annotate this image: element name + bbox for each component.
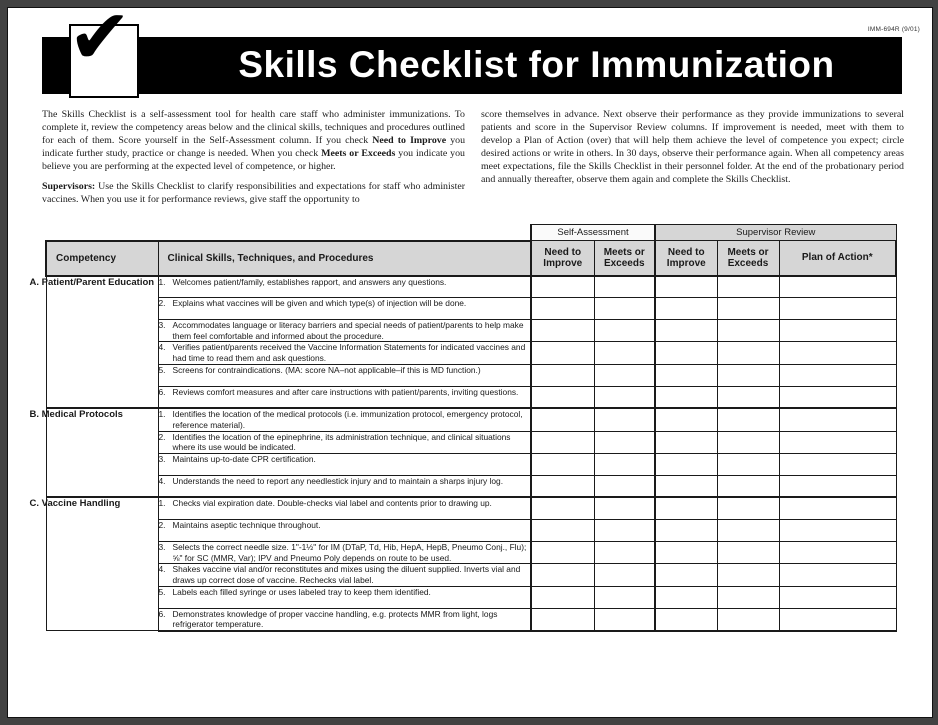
sup-meets-cell[interactable] — [717, 519, 779, 541]
self-need-cell[interactable] — [531, 475, 594, 497]
sup-meets-cell[interactable] — [717, 298, 779, 320]
sup-meets-cell[interactable] — [717, 408, 779, 431]
skill-cell: 4. Verifies patient/parents received the Vaccine Information Statements for indicated vaccines and had time to read them and ask questions. — [158, 342, 531, 364]
self-meets-cell[interactable] — [594, 608, 655, 631]
sup-meets-cell[interactable] — [717, 497, 779, 519]
meets-or-exceeds-emphasis: Meets or Exceeds — [321, 147, 396, 159]
self-need-cell[interactable] — [531, 431, 594, 453]
sup-need-cell[interactable] — [655, 541, 717, 563]
table-row — [46, 586, 896, 608]
sup-need-cell[interactable] — [655, 298, 717, 320]
competency-name: Vaccine Handling — [41, 498, 121, 510]
table-row — [46, 342, 896, 364]
sup-need-cell[interactable] — [655, 608, 717, 631]
table-row — [46, 320, 896, 342]
table-row — [46, 386, 896, 408]
intro-paragraph-1 — [42, 109, 465, 174]
self-need-cell[interactable] — [531, 408, 594, 431]
sup-meets-cell[interactable] — [717, 320, 779, 342]
self-meets-cell[interactable] — [594, 298, 655, 320]
competency-letter: A. — [29, 276, 39, 288]
skill-cell: 3. Selects the correct needle size. 1"-1½" for IM (DTaP, Td, Hib, HepA, HepB, Pneumo Conj., Flu); ⅝" for SC (MMR, Var); IPV and Pneumo Poly depends on route to be used. — [158, 541, 531, 563]
competency-label-a — [29, 276, 158, 409]
skill-cell: 2. Maintains aseptic technique throughout. — [158, 519, 531, 541]
skill-cell: 2. Identifies the location of the epinephrine, its administration technique, and clinical situations where its use would be indicated. — [158, 431, 531, 453]
skill-cell: 5. Labels each filled syringe or uses labeled tray to keep them identified. — [158, 586, 531, 608]
form-number: IMM-694R (9/01) — [867, 26, 920, 33]
self-need-cell[interactable] — [531, 320, 594, 342]
self-need-cell[interactable] — [531, 298, 594, 320]
self-meets-cell[interactable] — [594, 564, 655, 586]
plan-of-action-cell[interactable] — [779, 364, 896, 386]
table-row — [46, 298, 896, 320]
intro-p1-text: you indicate you believe you are performing at the expected level of competence, or higher. — [42, 147, 465, 172]
self-need-cell[interactable] — [531, 364, 594, 386]
plan-of-action-cell[interactable] — [779, 320, 896, 342]
need-to-improve-emphasis: Need to Improve — [372, 134, 447, 146]
self-need-cell[interactable] — [531, 453, 594, 475]
sup-meets-cell[interactable] — [717, 386, 779, 408]
self-meets-cell[interactable] — [594, 320, 655, 342]
self-need-cell[interactable] — [531, 386, 594, 408]
skill-cell: 3. Accommodates language or literacy barriers and special needs of patient/parents to help make them feel comfortable and informed about the procedure. — [158, 320, 531, 342]
sup-need-cell[interactable] — [655, 364, 717, 386]
plan-of-action-cell[interactable] — [779, 564, 896, 586]
sup-meets-cell[interactable] — [717, 541, 779, 563]
sup-need-cell[interactable] — [655, 564, 717, 586]
self-need-cell[interactable] — [531, 586, 594, 608]
sup-need-cell[interactable] — [655, 475, 717, 497]
table-row — [46, 408, 896, 431]
sup-meets-cell[interactable] — [717, 564, 779, 586]
self-need-cell[interactable] — [531, 519, 594, 541]
sup-need-cell[interactable] — [655, 453, 717, 475]
table-row — [46, 608, 896, 631]
document-page — [7, 7, 933, 718]
skill-cell: 1. Welcomes patient/family, establishes rapport, and answers any questions. — [158, 276, 531, 298]
skill-cell: 3. Maintains up-to-date CPR certification. — [158, 453, 531, 475]
self-meets-cell[interactable] — [594, 408, 655, 431]
plan-of-action-cell[interactable] — [779, 408, 896, 431]
sup-meets-cell[interactable] — [717, 431, 779, 453]
self-need-cell[interactable] — [531, 276, 594, 298]
intro-left-column — [42, 109, 465, 214]
supervisor-review-group-header: Supervisor Review — [655, 225, 896, 241]
self-meets-cell[interactable] — [594, 431, 655, 453]
sup-need-cell[interactable] — [655, 386, 717, 408]
self-need-cell[interactable] — [531, 608, 594, 631]
intro-paragraph-3: score themselves in advance. Next observe their performance as they provide immunizations to several patients and score in the Supervisor Review columns. If improvement is needed, meet with them to develop a Plan of Action (over) that will help them achieve the level of competence you expect; circle desired actions or write in others. In 30 days, observe their performance again. When all competency areas meet expectations, file the Skills Checklist in their personnel folder. At the end of the probationary period and annually thereafter, observe them again and complete the Skills Checklist. — [481, 109, 904, 185]
plan-of-action-cell[interactable] — [779, 541, 896, 563]
self-need-cell[interactable] — [531, 497, 594, 519]
skill-cell: 1. Identifies the location of the medical protocols (i.e. immunization protocol, emergency protocol, reference material). — [158, 408, 531, 431]
sup-need-cell[interactable] — [655, 586, 717, 608]
column-header-sup-need-to-improve: Need to Improve — [655, 241, 717, 276]
column-header-self-meets-or-exceeds: Meets or Exceeds — [594, 241, 655, 276]
intro-right-column — [481, 109, 904, 214]
sup-meets-cell[interactable] — [717, 364, 779, 386]
competency-letter: C. — [29, 498, 39, 510]
self-meets-cell[interactable] — [594, 364, 655, 386]
self-assessment-group-header: Self-Assessment — [531, 225, 655, 241]
column-header-self-need-to-improve: Need to Improve — [531, 241, 594, 276]
plan-of-action-cell[interactable] — [779, 519, 896, 541]
intro-p1-text: The Skills Checklist is a self-assessment tool for health care staff who administer immunizations. To complete it, review the competency areas below and the clinical skills, techniques and procedures outlined for each of them. Score yourself in the Self-Assessment column. If you check — [42, 109, 465, 146]
self-need-cell[interactable] — [531, 342, 594, 364]
competency-label-c — [29, 497, 158, 631]
plan-of-action-cell[interactable] — [779, 386, 896, 408]
competency-letter: B. — [29, 409, 39, 421]
column-header-competency: Competency — [46, 241, 158, 276]
self-meets-cell[interactable] — [594, 497, 655, 519]
plan-of-action-cell[interactable] — [779, 586, 896, 608]
table-row — [46, 541, 896, 563]
self-meets-cell[interactable] — [594, 586, 655, 608]
self-meets-cell[interactable] — [594, 276, 655, 298]
plan-of-action-cell[interactable] — [779, 475, 896, 497]
plan-of-action-cell[interactable] — [779, 453, 896, 475]
column-header-plan-of-action: Plan of Action* — [779, 241, 896, 276]
sup-need-cell[interactable] — [655, 519, 717, 541]
table-row — [46, 364, 896, 386]
table-row — [46, 519, 896, 541]
skill-cell: 6. Demonstrates knowledge of proper vaccine handling, e.g. protects MMR from light, logs refrigerator temperature. — [158, 608, 531, 631]
page-title: Skills Checklist for Immunization — [238, 44, 835, 85]
skill-cell: 4. Shakes vaccine vial and/or reconstitutes and mixes using the diluent supplied. Inverts vial and draws up correct dose of vaccine. Rechecks vial label. — [158, 564, 531, 586]
group-header-row — [46, 225, 896, 241]
supervisors-emphasis: Supervisors: — [42, 180, 96, 192]
intro-p1-text: you indicate further study, practice or change is needed. When you check — [42, 134, 466, 159]
table-row — [46, 564, 896, 586]
self-meets-cell[interactable] — [594, 541, 655, 563]
sup-meets-cell[interactable] — [717, 276, 779, 298]
checkmark-icon: ✔ — [68, 7, 132, 81]
competency-label-b — [29, 408, 158, 497]
checkmark-logo — [68, 7, 139, 98]
plan-of-action-cell[interactable] — [779, 342, 896, 364]
sup-need-cell[interactable] — [655, 342, 717, 364]
self-need-cell[interactable] — [531, 541, 594, 563]
self-need-cell[interactable] — [531, 564, 594, 586]
sup-meets-cell[interactable] — [717, 453, 779, 475]
sup-meets-cell[interactable] — [717, 586, 779, 608]
competency-name: Medical Protocols — [41, 409, 123, 421]
sup-need-cell[interactable] — [655, 276, 717, 298]
self-meets-cell[interactable] — [594, 475, 655, 497]
table-row — [46, 497, 896, 519]
sup-meets-cell[interactable] — [717, 608, 779, 631]
skill-cell: 2. Explains what vaccines will be given and which type(s) of injection will be done. — [158, 298, 531, 320]
plan-of-action-cell[interactable] — [779, 497, 896, 519]
plan-of-action-cell[interactable] — [779, 298, 896, 320]
intro-text — [42, 109, 904, 214]
column-header-sup-meets-or-exceeds: Meets or Exceeds — [717, 241, 779, 276]
skill-cell: 6. Reviews comfort measures and after care instructions with patient/parents, inviting questions. — [158, 386, 531, 408]
sup-need-cell[interactable] — [655, 408, 717, 431]
competency-name: Patient/Parent Education — [41, 276, 155, 288]
self-meets-cell[interactable] — [594, 386, 655, 408]
plan-of-action-cell[interactable] — [779, 608, 896, 631]
sup-meets-cell[interactable] — [717, 342, 779, 364]
self-meets-cell[interactable] — [594, 342, 655, 364]
self-meets-cell[interactable] — [594, 519, 655, 541]
table-row — [46, 431, 896, 453]
group-header-spacer — [46, 225, 531, 241]
sup-need-cell[interactable] — [655, 431, 717, 453]
intro-p2-text: Use the Skills Checklist to clarify responsibilities and expectations for staff who administer vaccines. When you use it for performance reviews, give staff the opportunity to — [42, 180, 465, 205]
skills-checklist-table — [29, 224, 897, 632]
self-meets-cell[interactable] — [594, 453, 655, 475]
sup-need-cell[interactable] — [655, 320, 717, 342]
plan-of-action-cell[interactable] — [779, 276, 896, 298]
skill-cell: 4. Understands the need to report any needlestick injury and to maintain a sharps injury log. — [158, 475, 531, 497]
sup-need-cell[interactable] — [655, 497, 717, 519]
column-header-row — [46, 241, 896, 276]
skill-cell: 5. Screens for contraindications. (MA: score NA–not applicable–if this is MD function.) — [158, 364, 531, 386]
skill-cell: 1. Checks vial expiration date. Double-checks vial label and contents prior to drawing up. — [158, 497, 531, 519]
column-header-clinical-skills: Clinical Skills, Techniques, and Procedures — [158, 241, 531, 276]
table-row — [46, 475, 896, 497]
plan-of-action-cell[interactable] — [779, 431, 896, 453]
table-row — [46, 276, 896, 298]
sup-meets-cell[interactable] — [717, 475, 779, 497]
intro-paragraph-2 — [42, 181, 465, 207]
table-row — [46, 453, 896, 475]
